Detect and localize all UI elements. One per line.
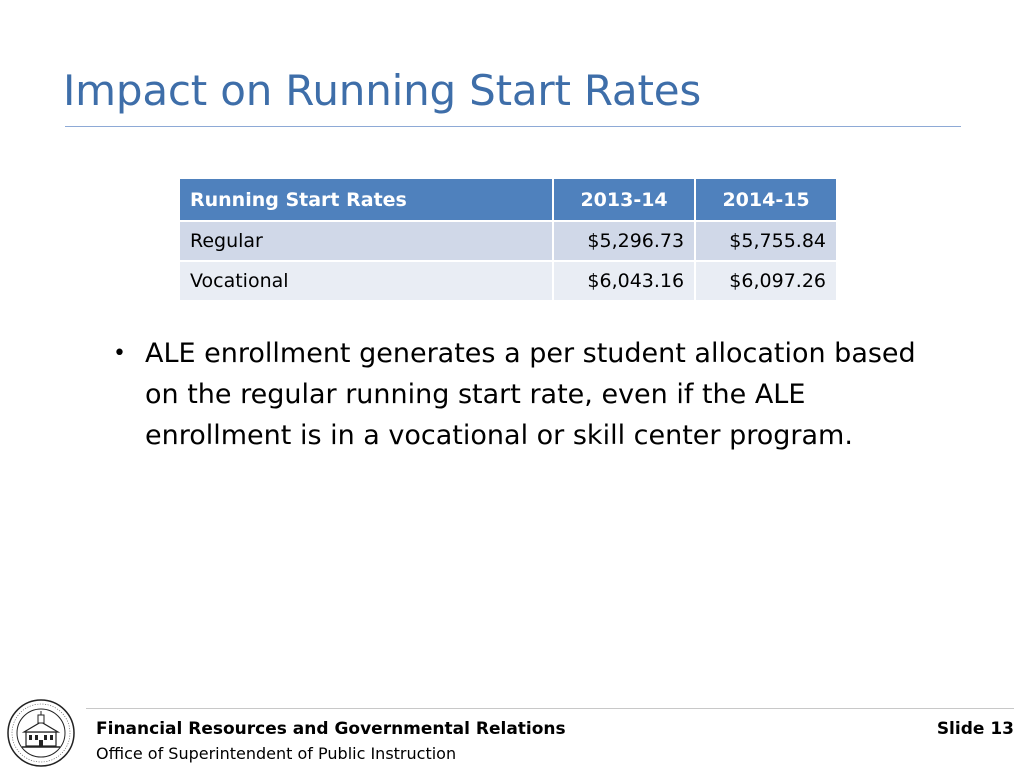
row-label-vocational: Vocational [180,261,553,301]
row-label-regular: Regular [180,221,553,261]
table-header-row [180,179,836,221]
cell-regular-2013-14: $5,296.73 [553,221,695,261]
cell-vocational-2014-15: $6,097.26 [695,261,836,301]
title-divider [65,126,961,127]
table-header-label: Running Start Rates [180,179,553,221]
footer-office: Office of Superintendent of Public Instruction [96,744,457,763]
footer-divider [86,708,1014,709]
slide-number: Slide 13 [936,719,1014,739]
table-header-2014-15: 2014-15 [695,179,836,221]
cell-vocational-2013-14: $6,043.16 [553,261,695,301]
ospi-seal-icon [6,698,76,768]
slide-title: Impact on Running Start Rates [63,66,702,115]
table-row [180,221,836,261]
table-row [180,261,836,301]
cell-regular-2014-15: $5,755.84 [695,221,836,261]
table-header-2013-14: 2013-14 [553,179,695,221]
bullet-item [113,333,943,456]
footer-organization: Financial Resources and Governmental Relations [96,719,566,739]
rates-table [180,179,836,302]
bullet-text: ALE enrollment generates a per student allocation based on the regular running start rate, even if the ALE enrollment is in a vocational or skill center program. [145,338,916,451]
bullet-marker: • [113,341,126,366]
